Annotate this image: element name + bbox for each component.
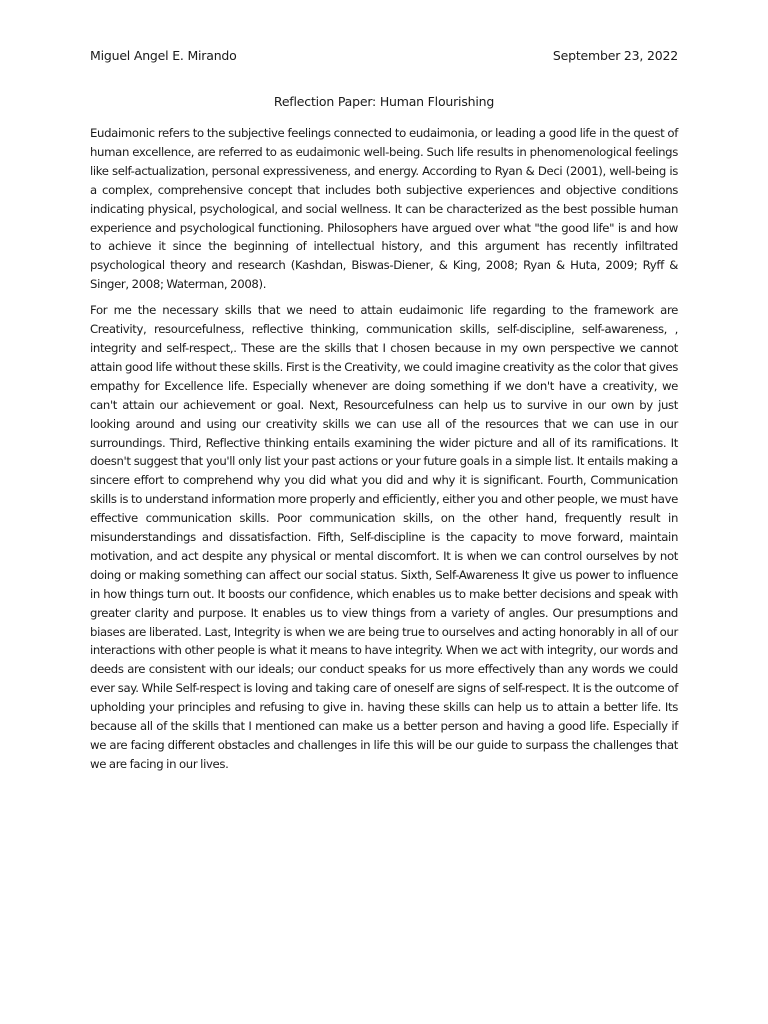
document-body [90,124,678,781]
document-header [90,48,678,63]
document-title: Reflection Paper: Human Flourishing [273,94,495,109]
author-name: Miguel Angel E. Mirando [90,48,237,63]
paragraph-1: Eudaimonic refers to the subjective feelings connected to eudaimonia, or leading a good life in the quest of human excellence, are referred to as eudaimonic well-being. Such life results in phenomenological feelings like self-actualization, personal expressiveness, and energy. According to Ryan & Deci (2001), well-being is a complex, comprehensive concept that includes both subjective experiences and objective conditions indicating physical, psychological, and social wellness. It can be characterized as the best possible human experience and psychological functioning. Philosophers have argued over what "the good life" is and how to achieve it since the beginning of intellectual history, and this argument has recently infiltrated psychological theory and research (Kashdan, Biswas-Diener, & King, 2008; Ryan & Huta, 2009; Ryff & Singer, 2008; Waterman, 2008). [90,126,678,292]
document-date: September 23, 2022 [552,48,678,63]
paragraph-2: For me the necessary skills that we need to attain eudaimonic life regarding to the framework are Creativity, resourcefulness, reflective thinking, communication skills, self-discipline, self-awareness, , integrity and self-respect,. These are the skills that I chosen because in my own perspective we cannot attain good life without these skills. First is the Creativity, we could imagine creativity as the color that gives empathy for Excellence life. Especially whenever are doing something if we don't have a creativity, we can't attain our achievement or goal. Next, Resourcefulness can help us to survive in our own by just looking around and using our creativity skills we can use all of the resources that we can use in our surroundings. Third, Reflective thinking entails examining the wider picture and all of its ramifications. It doesn't suggest that you'll only list your past actions or your future goals in a simple list. It entails making a sincere effort to comprehend why you did what you did and why it is significant. Fourth, Communication skills is to understand information more properly and efficiently, either you and other people, we must have effective communication skills. Poor communication skills, on the other hand, frequently result in misunderstandings and dissatisfaction. Fifth, Self-discipline is the capacity to move forward, maintain motivation, and act despite any physical or mental discomfort. It is when we can control ourselves by not doing or making something can affect our social status. Sixth, Self-Awareness It give us power to influence in how things turn out. It boosts our confidence, which enables us to make better decisions and speak with greater clarity and purpose. It enables us to view things from a variety of angles. Our presumptions and biases are liberated. Last, Integrity is when we are being true to ourselves and acting honorably in all of our interactions with other people is what it means to have integrity. When we act with integrity, our words and deeds are consistent with our ideals; our conduct speaks for us more effectively than any words we could ever say. While Self-respect is loving and taking care of oneself are signs of self-respect. It is the outcome of upholding your principles and refusing to give in. having these skills can help us to attain a better life. Its because all of the skills that I mentioned can make us a better person and having a good life. Especially if we are facing different obstacles and challenges in life this will be our guide to surpass the challenges that we are facing in our lives. [90,303,678,771]
